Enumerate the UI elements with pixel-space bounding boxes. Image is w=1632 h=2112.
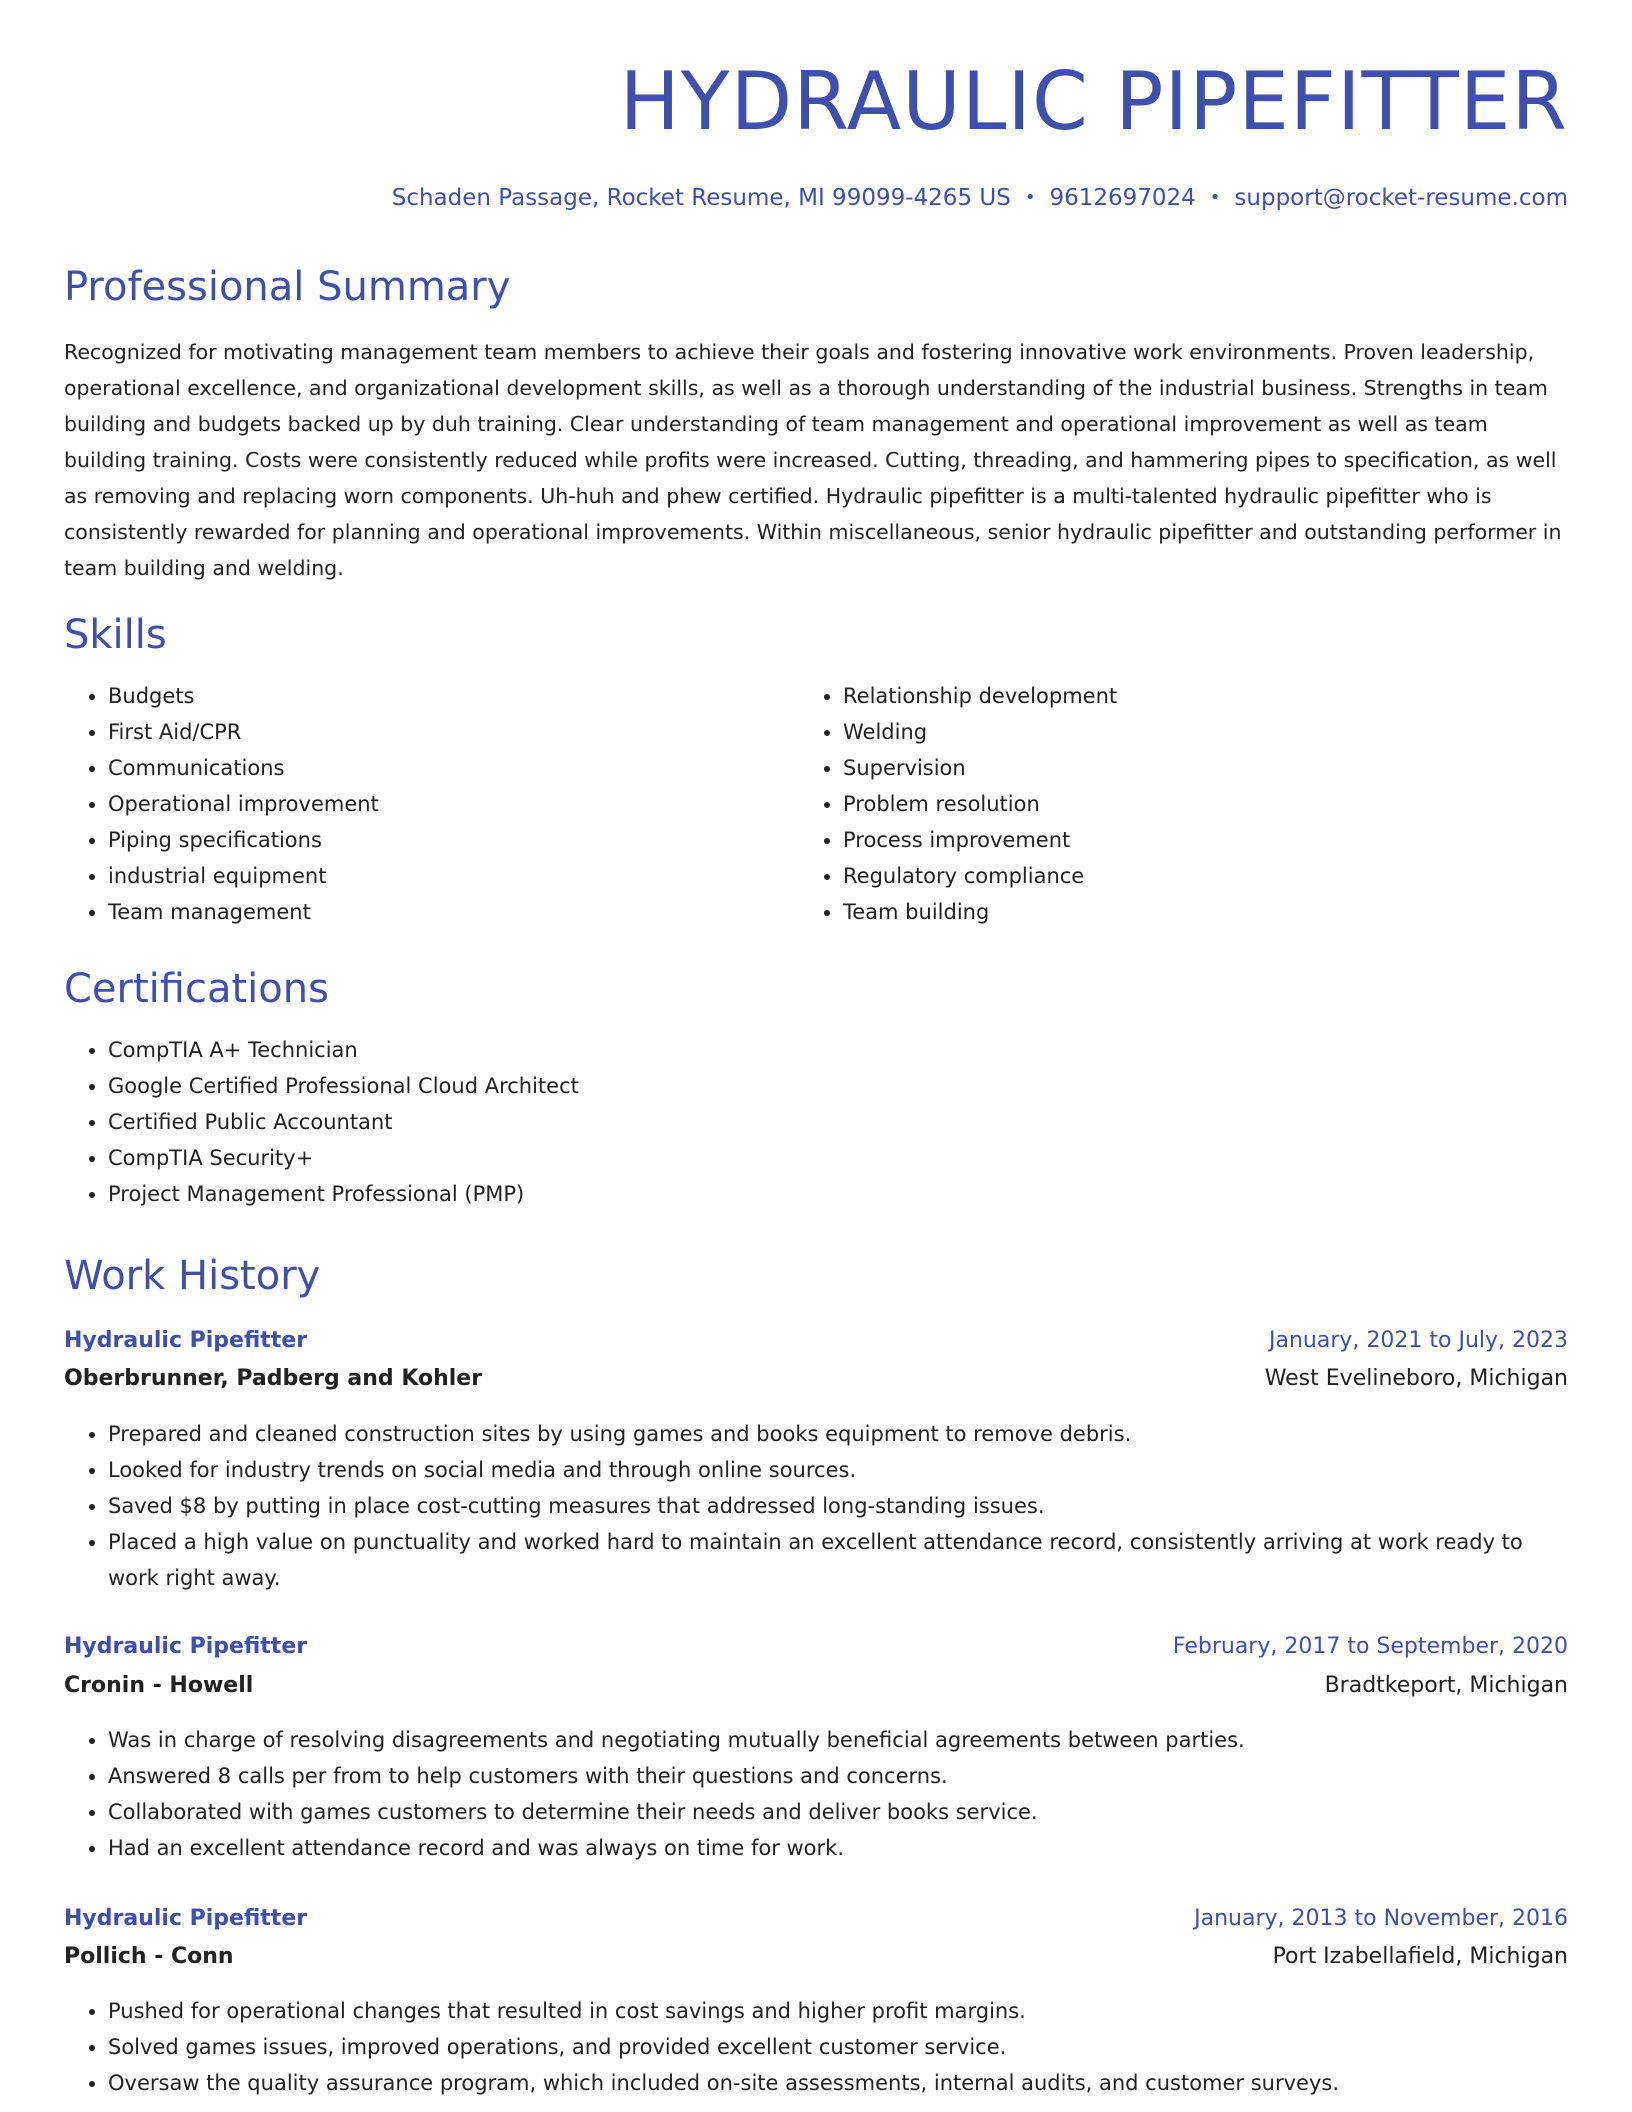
job-bullet: • Prepared and cleaned construction sites by using games and books equipment to remove debris. xyxy=(108,1416,1568,1452)
skill-item: • Process improvement xyxy=(843,822,1543,858)
job-title: Hydraulic Pipefitter xyxy=(64,1328,308,1353)
skill-item: • Team management xyxy=(108,894,788,930)
skill-item: • Supervision xyxy=(843,750,1543,786)
work-history-heading: Work History xyxy=(64,1253,321,1299)
job-bullet: • Solved games issues, improved operations, and provided excellent customer service. xyxy=(108,2029,1568,2065)
skill-item: • Regulatory compliance xyxy=(843,858,1543,894)
job-company: Oberbrunner, Padberg and Kohler xyxy=(64,1366,483,1391)
skill-item: • Welding xyxy=(843,714,1543,750)
contact-phone: 9612697024 xyxy=(1049,185,1196,211)
skill-item: • industrial equipment xyxy=(108,858,788,894)
skill-item: • Piping specifications xyxy=(108,822,788,858)
summary-heading: Professional Summary xyxy=(64,264,511,310)
job-bullet: • Pushed for operational changes that resulted in cost savings and higher profit margins. xyxy=(108,1993,1568,2029)
resume-title: HYDRAULIC PIPEFITTER xyxy=(619,55,1568,148)
job-bullet: • Answered 8 calls per from to help customers with their questions and concerns. xyxy=(108,1758,1568,1794)
job-bullet: • Collaborated with games customers to determine their needs and deliver books service. xyxy=(108,1794,1568,1830)
skills-list-left xyxy=(64,678,788,930)
job-location: Port Izabellafield, Michigan xyxy=(1272,1944,1568,1969)
skill-item: • First Aid/CPR xyxy=(108,714,788,750)
skill-item: • Team building xyxy=(843,894,1543,930)
summary-text: Recognized for motivating management team members to achieve their goals and fostering innovative work environments. Proven leadership, operational excellence, and organizational development skills, as well as a thorough understanding of the industrial business. Strengths in team building and budgets backed up by duh training. Clear understanding of team management and operational improvement as well as team building training. Costs were consistently reduced while profits were increased. Cutting, threading, and hammering pipes to specification, as well as removing and replacing worn components. Uh-huh and phew certified. Hydraulic pipefitter is a multi-talented hydraulic pipefitter who is consistently rewarded for planning and operational improvements. Within miscellaneous, senior hydraulic pipefitter and outstanding performer in team building and welding. xyxy=(64,340,1562,580)
job-bullet: • Placed a high value on punctuality and worked hard to maintain an excellent attendance record, consistently arriving at work ready to work right away. xyxy=(108,1524,1568,1596)
job-header-row xyxy=(64,1901,1568,1937)
contact-separator: • xyxy=(1024,187,1036,208)
certification-item: • CompTIA A+ Technician xyxy=(108,1032,1508,1068)
skills-heading: Skills xyxy=(64,612,167,658)
job-company: Pollich - Conn xyxy=(64,1944,234,1969)
job-dates: February, 2017 to September, 2020 xyxy=(1172,1634,1568,1659)
skill-item: • Communications xyxy=(108,750,788,786)
contact-separator: • xyxy=(1209,187,1221,208)
job-company-row xyxy=(64,1939,1568,1975)
job-company: Cronin - Howell xyxy=(64,1673,254,1698)
job-title: Hydraulic Pipefitter xyxy=(64,1906,308,1931)
contact-email[interactable]: support@rocket-resume.com xyxy=(1234,185,1568,211)
skill-item: • Operational improvement xyxy=(108,786,788,822)
job-title: Hydraulic Pipefitter xyxy=(64,1634,308,1659)
skills-list-right xyxy=(799,678,1543,930)
job-dates: January, 2021 to July, 2023 xyxy=(1269,1328,1568,1353)
job-bullet: • Oversaw the quality assurance program, which included on-site assessments, internal audits, and customer surveys. xyxy=(108,2065,1568,2101)
skill-item: • Budgets xyxy=(108,678,788,714)
job-bullet: • Saved $8 by putting in place cost-cutting measures that addressed long-standing issues. xyxy=(108,1488,1568,1524)
job-bullet: • Looked for industry trends on social media and through online sources. xyxy=(108,1452,1568,1488)
job-header-row xyxy=(64,1323,1568,1359)
certifications-list xyxy=(64,1032,1508,1212)
job-company-row xyxy=(64,1361,1568,1397)
certification-item: • Project Management Professional (PMP) xyxy=(108,1176,1508,1212)
certification-item: • CompTIA Security+ xyxy=(108,1140,1508,1176)
job-company-row xyxy=(64,1668,1568,1704)
job-location: West Evelineboro, Michigan xyxy=(1264,1366,1568,1391)
job-bullets xyxy=(64,1722,1568,1866)
job-dates: January, 2013 to November, 2016 xyxy=(1194,1906,1568,1931)
job-bullet: • Was in charge of resolving disagreements and negotiating mutually beneficial agreements between parties. xyxy=(108,1722,1568,1758)
certification-item: • Google Certified Professional Cloud Architect xyxy=(108,1068,1508,1104)
job-bullet: • Had an excellent attendance record and was always on time for work. xyxy=(108,1830,1568,1866)
contact-line xyxy=(392,178,1568,220)
certification-item: • Certified Public Accountant xyxy=(108,1104,1508,1140)
certifications-heading: Certifications xyxy=(64,966,329,1012)
contact-address: Schaden Passage, Rocket Resume, MI 99099-4265 US xyxy=(391,185,1011,211)
job-bullets xyxy=(64,1416,1568,1596)
job-bullets xyxy=(64,1993,1568,2101)
skill-item: • Relationship development xyxy=(843,678,1543,714)
job-header-row xyxy=(64,1629,1568,1665)
job-location: Bradtkeport, Michigan xyxy=(1324,1673,1568,1698)
skill-item: • Problem resolution xyxy=(843,786,1543,822)
